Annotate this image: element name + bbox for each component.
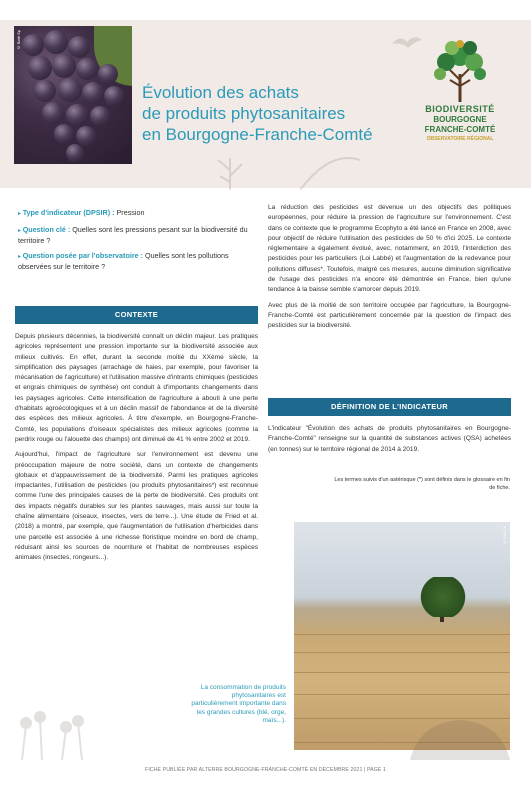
contexte-paragraph-2: Aujourd'hui, l'impact de l'agriculture sur l'environnement est devenu une préoccupation majeure de notre société, dans un contexte de changements globaux et d'appauvrissement de la biodiversité. Parmi les pratiques agricoles impactantes, l'utilisation de pesticides (ou produits phytosanitaires*) est reconnue comme l'une des principales causes de la perte de biodiversité. Ces produits ont des impacts négatifs durables sur les plantes sauvages, mais aussi sur toute la chaîne alimentaire (oiseaux, insectes, vers de terre...). Une étude de Fried et al. (2018) a montré, par exemple, que l'augmentation de l'utilisation d'herbicides dans une parcelle est associée à une richesse floristique moindre en bord de champ, réduisant ainsi les sources de nourriture et l'habitat de nombreuses espèces animales (insectes, rongeurs...). xyxy=(15,451,258,562)
bird-icon xyxy=(392,32,422,54)
question-observatory-value: Quelles sont les pollutions observées sur le territoire ? xyxy=(18,250,229,271)
right-column-text xyxy=(268,203,511,337)
question-key-label: Question clé : xyxy=(22,224,71,234)
tree-logo-icon xyxy=(430,40,490,102)
grape xyxy=(44,30,68,54)
question-observatory-label: Question posée par l'observatoire : xyxy=(22,250,144,260)
fern-icon xyxy=(300,150,360,190)
grape xyxy=(104,86,124,106)
logo-text-bourgogne: BOURGOGNE xyxy=(433,115,487,124)
contexte-paragraph-1: Depuis plusieurs décennies, la biodiversité connaît un déclin majeur. Les pratiques agricoles représentent une pression importante sur la biodiversité associée aux milieux cultivés. En effet, durant la seconde moitié du XXème siècle, la simplification des paysages (arrachage de haies, par exemple, pour favoriser la mécanisation de l'agriculture) et l'utilisation massive d'intrants chimiques (pesticides et engrais chimiques de synthèse) ont conduit à d'importants changements dans les paysages agricoles. Cette intensification de l'agriculture a abouti à une perte d'habitats agroécologiques et à un déclin massif de l'abondance et de la diversité des espèces des milieux agricoles. À titre d'exemple, en Bourgogne-Franche-Comté, les populations d'oiseaux spécialistes des milieux agricoles (comme la perdrix rouge ou l'alouette des champs) ont diminué de 41 % entre 2002 et 2019. xyxy=(15,333,258,443)
grape xyxy=(76,126,96,146)
grapes-photo xyxy=(14,26,132,164)
question-type xyxy=(18,208,258,220)
arrow-icon: ▸ xyxy=(18,253,23,260)
section-header-contexte: CONTEXTE xyxy=(15,306,258,324)
glossary-note: Les termes suivis d'un astérisque (*) sont définis dans le glossaire en fin de fiche. xyxy=(334,477,510,491)
logo-text-observatoire: OBSERVATOIRE RÉGIONAL xyxy=(426,136,494,142)
contexte-text xyxy=(15,332,258,569)
grape xyxy=(66,144,84,162)
hedgehog-icon xyxy=(400,712,520,760)
field-photo-caption: La consommation de produits phytosanitaires est particulièrement importante dans les grandes cultures (blé, orge, maïs...). xyxy=(191,684,286,724)
grape xyxy=(42,102,64,124)
grape xyxy=(82,82,104,104)
field-furrow xyxy=(294,652,510,653)
grape xyxy=(28,56,52,80)
grape xyxy=(76,58,98,80)
logo-text-franche-comte: FRANCHE-COMTÉ xyxy=(424,125,496,134)
page-title xyxy=(142,82,392,145)
question-key-value: Quelles sont les pressions pesant sur la biodiversité du territoire ? xyxy=(18,224,248,245)
biodiversite-logo xyxy=(408,40,512,158)
arrow-icon: ▸ xyxy=(18,227,23,234)
grape xyxy=(52,54,76,78)
grape xyxy=(58,78,82,102)
grape xyxy=(54,124,74,144)
right-paragraph-2: Avec plus de la moitié de son territoire occupée par l'agriculture, la Bourgogne-Franche-Comté est particulièrement concernée par la question de l'impact des pesticides sur la biodiversité. xyxy=(268,301,511,330)
field-furrow xyxy=(294,694,510,695)
title-line-2: de produits phytosanitaires xyxy=(142,104,346,123)
title-line-1: Évolution des achats xyxy=(142,83,299,102)
section-header-definition: DÉFINITION DE L'INDICATEUR xyxy=(268,398,511,416)
grape xyxy=(68,36,90,58)
flowers-icon xyxy=(12,705,102,760)
tree-icon xyxy=(419,577,467,617)
question-type-value: Pression xyxy=(116,208,145,217)
grape xyxy=(66,104,88,126)
right-paragraph-1: La réduction des pesticides est devenue un des objectifs des politiques européennes, pour réduire la pression de l'agriculture sur l'environnement. C'est dans ce contexte que le programme Ecophyto a été lancé en France en 2008, avec pour objectif de réduire l'utilisation des pesticides de 50 % d'ici 2025. Le contexte réglementaire a également évolué, avec, notamment, en 2019, l'interdiction des pesticides pour les particuliers (Loi Labbé) et l'augmentation de la redevance pour pollutions diffuses*. Toutefois, malgré ces mesures, aucune diminution significative de l'usage des pesticides n'a encore été démontrée en France, bien qu'une tendance à la baisse semble s'amorcer depuis 2019. xyxy=(268,204,511,294)
field-furrow xyxy=(294,634,510,635)
grape xyxy=(98,64,118,84)
photo-credit: © Bolé Sp xyxy=(16,30,21,51)
grape xyxy=(90,106,110,126)
question-key xyxy=(18,225,258,246)
title-line-3: en Bourgogne-Franche-Comté xyxy=(142,125,373,144)
arrow-icon: ▸ xyxy=(18,211,23,217)
definition-text xyxy=(268,424,511,460)
grape xyxy=(34,80,56,102)
definition-paragraph: L'indicateur "Évolution des achats de produits phytosanitaires en Bourgogne-Franche-Comté" renseigne sur la quantité de substances actives (QSA) achetées (en tonnes) sur le territoire régional de 2014 à 2019. xyxy=(268,425,511,453)
field-furrow xyxy=(294,672,510,673)
grape xyxy=(22,34,44,56)
field-photo-credit: © Pixl Eb xyxy=(502,526,507,545)
questions-box xyxy=(18,208,258,277)
plant-icon xyxy=(210,150,250,190)
logo-text-biodiversite: BIODIVERSITÉ xyxy=(425,104,495,114)
page-footer: FICHE PUBLIÉE PAR ALTERRE BOURGOGNE-FRANCHE-COMTÉ EN DÉCEMBRE 2021 | PAGE 1 xyxy=(145,767,386,773)
question-observatory xyxy=(18,251,258,272)
question-type-label: Type d'indicateur (DPSIR) : xyxy=(22,208,115,217)
